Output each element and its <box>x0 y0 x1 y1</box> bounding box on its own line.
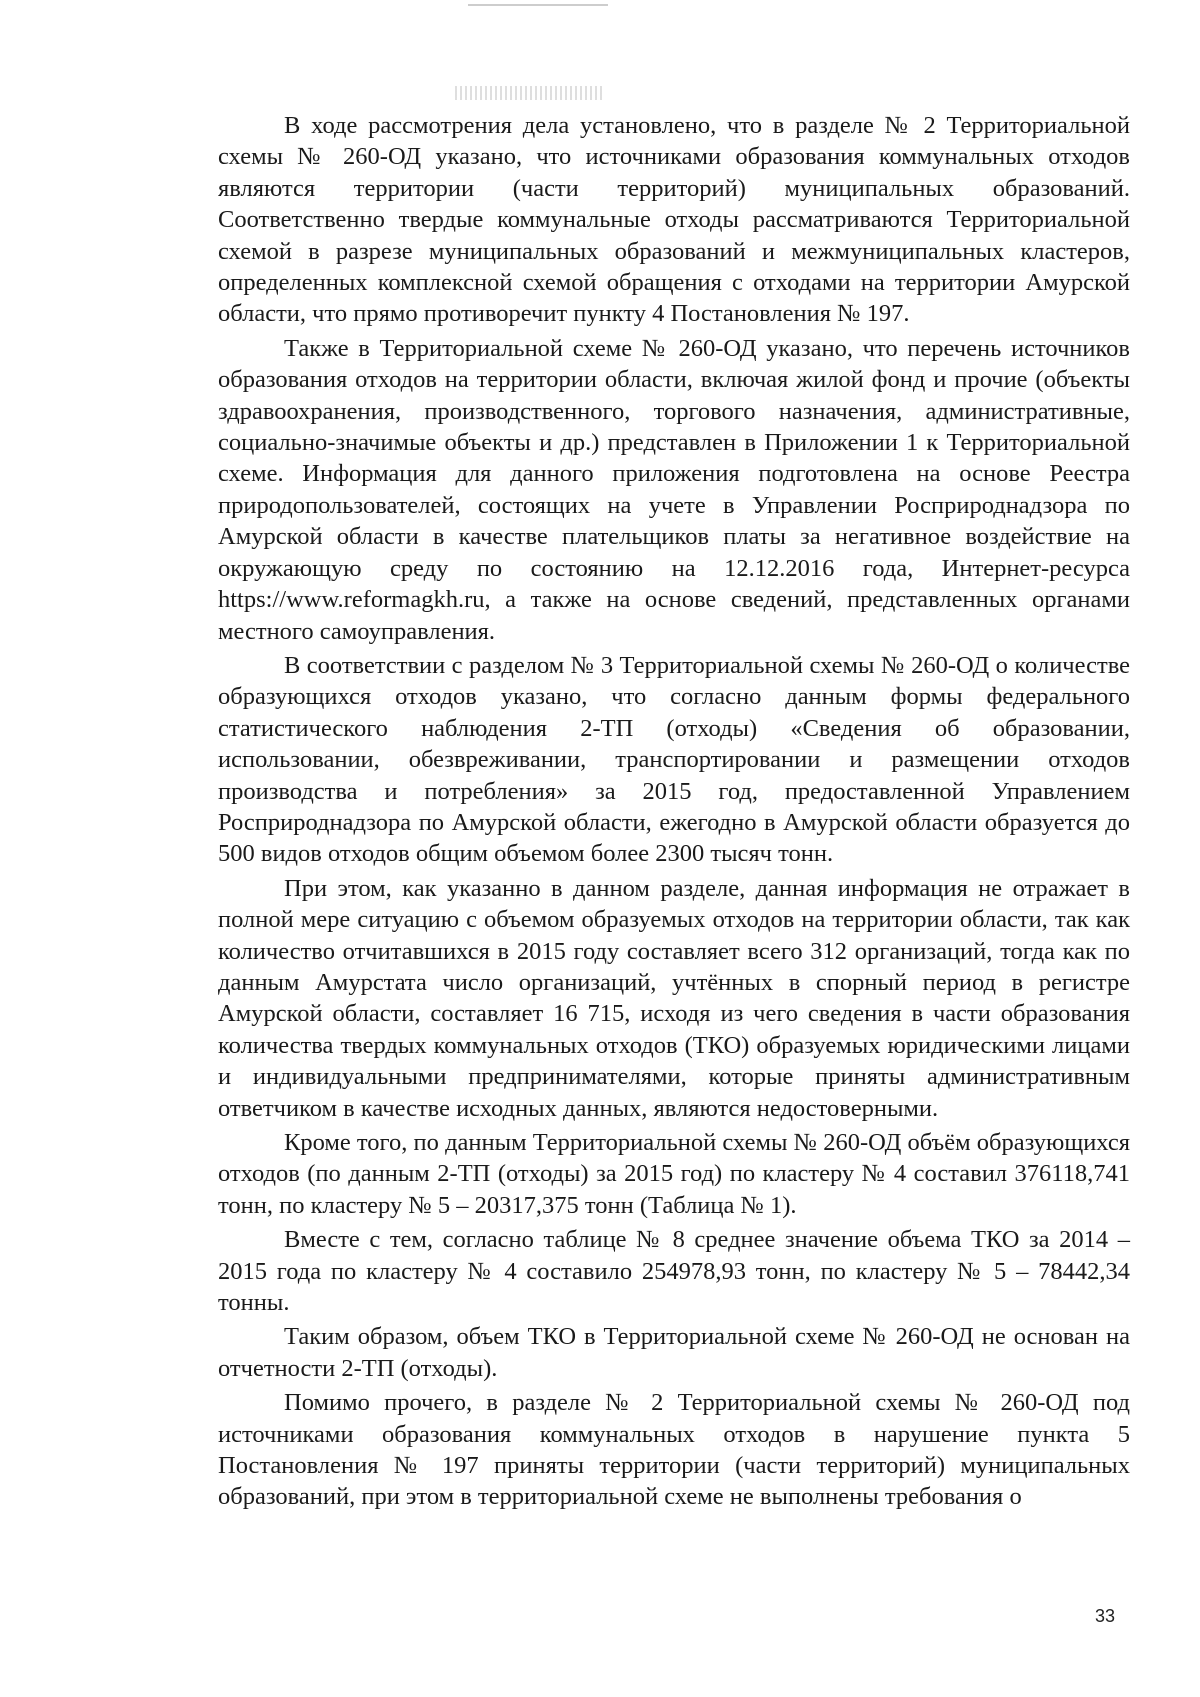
paragraph: Вместе с тем, согласно таблице № 8 среднее значение объема ТКО за 2014 – 2015 года по кластеру № 4 составило 254978,93 тонн, по кластеру № 5 – 78442,34 тонны. <box>218 1226 1130 1317</box>
paragraph: В ходе рассмотрения дела установлено, что в разделе № 2 Территориальной схемы № 260-ОД указано, что источниками образования коммунальных отходов являются территории (части территорий) муниципальных образований. Соответственно твердые коммунальные отходы рассматриваются Территориальной схемой в разрезе муниципальных образований и межмуниципальных кластеров, определенных комплексной схемой обращения с отходами на территории Амурской области, что прямо противоречит пункту 4 Постановления № 197. <box>218 112 1130 328</box>
scan-smudge <box>455 86 605 100</box>
paragraph: Помимо прочего, в разделе № 2 Территориальной схемы № 260-ОД под источниками образования коммунальных отходов в нарушение пункта 5 Постановления № 197 приняты территории (части территорий) муниципальных образований, при этом в территориальной схеме не выполнены требования о <box>218 1389 1130 1511</box>
page-number: 33 <box>1094 1606 1115 1626</box>
paragraph: В соответствии с разделом № 3 Территориальной схемы № 260-ОД о количестве образующихся отходов указано, что согласно данным формы федерального статистического наблюдения 2-ТП (отходы) «Сведения об образовании, использовании, обезвреживании, транспортировании и размещении отходов производства и потребления» за 2015 год, предоставленной Управлением Росприроднадзора по Амурской области, ежегодно в Амурской области образуется до 500 видов отходов общим объемом более 2300 тысяч тонн. <box>218 651 1130 868</box>
paragraph: Кроме того, по данным Территориальной схемы № 260-ОД объём образующихся отходов (по данным 2-ТП (отходы) за 2015 год) по кластеру № 4 составил 376118,741 тонн, по кластеру № 5 – 20317,375 тонн (Таблица № 1). <box>218 1129 1130 1219</box>
paragraph: При этом, как указанно в данном разделе, данная информация не отражает в полной мере ситуацию с объемом образуемых отходов на территории области, так как количество отчитавшихся в 2015 году составляет всего 312 организаций, тогда как по данным Амурстата число организаций, учтённых в спорный период в регистре Амурской области, составляет 16 715, исходя из чего сведения в части образования количества твердых коммунальных отходов (ТКО) образуемых юридическими лицами и индивидуальными предпринимателями, которые приняты административным ответчиком в качестве исходных данных, являются недостоверными. <box>218 874 1130 1122</box>
paragraph: Таким образом, объем ТКО в Территориальной схеме № 260-ОД не основан на отчетности 2-ТП (отходы). <box>218 1323 1130 1382</box>
paragraph: Также в Территориальной схеме № 260-ОД указано, что перечень источников образования отходов на территории области, включая жилой фонд и прочие (объекты здравоохранения, производственного, торгового назначения, административные, социально-значимые объекты и др.) представлен в Приложении 1 к Территориальной схеме. Информация для данного приложения подготовлена на основе Реестра природопользователей, состоящих на учете в Управлении Росприроднадзора по Амурской области в качестве плательщиков платы за негативное воздействие на окружающую среду по состоянию на 12.12.2016 года, Интернет-ресурса https://www.reformagkh.ru, а также на основе сведений, представленных органами местного самоуправления. <box>218 334 1130 645</box>
scan-artifact-top <box>468 4 608 6</box>
document-body <box>218 110 1130 1516</box>
